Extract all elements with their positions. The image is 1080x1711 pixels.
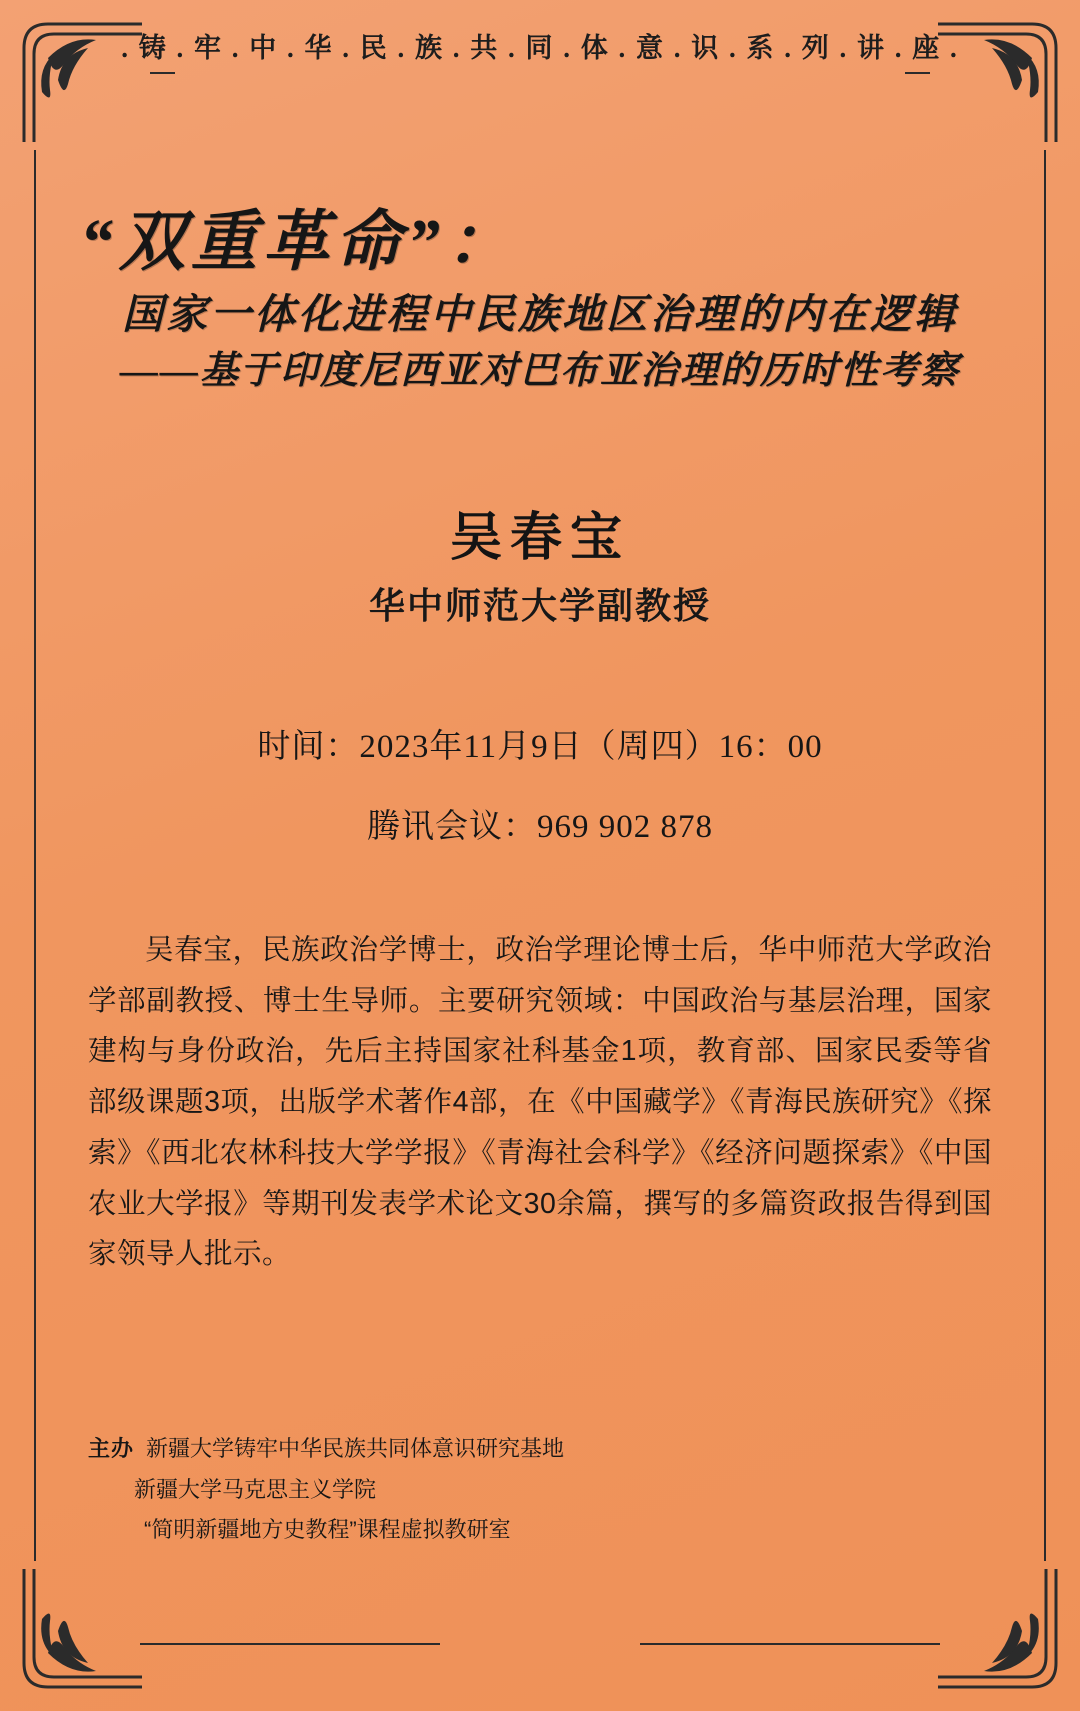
- lecture-time: 时间：2023年11月9日（周四）16：00: [257, 729, 823, 765]
- frame-line-top-left: [150, 72, 175, 74]
- frame-line-left: [34, 150, 36, 1561]
- organizer-line-2: 新疆大学马克思主义学院: [134, 1476, 377, 1502]
- speaker-biography: 吴春宝，民族政治学博士，政治学理论博士后，华中师范大学政治学部副教授、博士生导师。主要研究领域：中国政治与基层治理，国家建构与身份政治，先后主持国家社科基金1项，教育部、国家民委等省部级课题3项，出版学术著作4部，在《中国藏学》《青海民族研究》《探索》《西北农林科技大学学报》《青海社会科学》《经济问题探索》《中国农业大学报》等期刊发表学术论文30余篇，撰写的多篇资政报告得到国家领导人批示。: [88, 934, 992, 1271]
- speaker-name: 吴春宝: [449, 510, 630, 567]
- title-line-1: “双重革命”：: [80, 206, 518, 279]
- frame-line-bottom-right: [640, 1643, 940, 1645]
- organizer-row-primary: [88, 1429, 564, 1470]
- speaker-affiliation: 华中师范大学副教授: [368, 585, 711, 626]
- corner-ornament-bottom-right: [932, 1563, 1062, 1693]
- organizer-line-3: “简明新疆地方史教程”课程虚拟教研室: [144, 1517, 511, 1543]
- frame-line-top-right: [905, 72, 930, 74]
- organizer-line-1: 新疆大学铸牢中华民族共同体意识研究基地: [146, 1435, 565, 1461]
- frame-line-bottom-left: [140, 1643, 440, 1645]
- lecture-title-block: [60, 205, 1020, 398]
- title-line-3: ——基于印度尼西亚对巴布亚治理的历时性考察: [119, 350, 960, 393]
- frame-line-right: [1044, 150, 1046, 1561]
- corner-ornament-bottom-left: [18, 1563, 148, 1693]
- meeting-id: 腾讯会议：969 902 878: [367, 809, 713, 845]
- organizer-label: 主办: [88, 1435, 135, 1461]
- title-line-2: 国家一体化进程中民族地区治理的内在逻辑: [122, 290, 958, 337]
- series-title: . 铸 . 牢 . 中 . 华 . 民 . 族 . 共 . 同 . 体 . 意 . 识 . 系 . 列 . 讲 . 座 .: [121, 33, 959, 63]
- organizers-block: [88, 1429, 564, 1551]
